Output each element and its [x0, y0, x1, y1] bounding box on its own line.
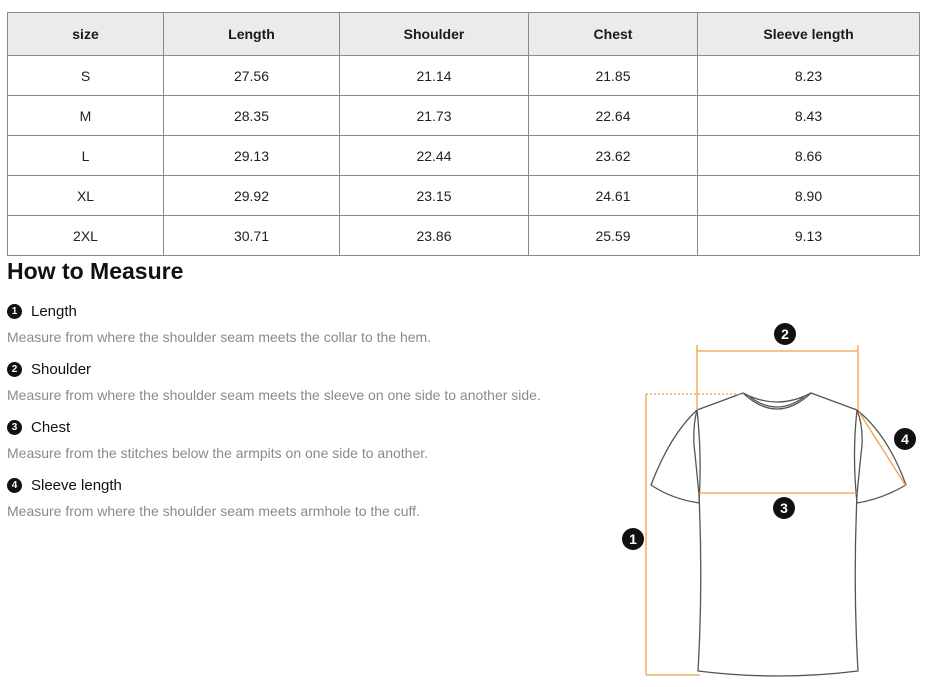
number-badge	[774, 323, 796, 345]
cell-sleeve-length: 8.66	[698, 136, 920, 176]
measure-item-sleeve-length	[7, 474, 607, 532]
cell-sleeve-length: 8.90	[698, 176, 920, 216]
cell-sleeve-length: 9.13	[698, 216, 920, 256]
badge-label: 3	[780, 500, 788, 516]
number-badge	[622, 528, 644, 550]
cell-length: 27.56	[164, 56, 340, 96]
cell-chest: 22.64	[529, 96, 698, 136]
cell-chest: 25.59	[529, 216, 698, 256]
badge-label: 4	[901, 431, 909, 447]
cell-size: M	[8, 96, 164, 136]
number-badge: 2	[7, 362, 22, 377]
how-to-measure-title: How to Measure	[7, 258, 184, 284]
number-badge: 4	[7, 478, 22, 493]
header-length: Length	[164, 13, 340, 56]
badge-label: 1	[629, 531, 637, 547]
cell-size: XL	[8, 176, 164, 216]
cell-size: L	[8, 136, 164, 176]
number-badge	[894, 428, 916, 450]
measure-instructions	[7, 300, 607, 532]
cell-sleeve-length: 8.43	[698, 96, 920, 136]
cell-sleeve-length: 8.23	[698, 56, 920, 96]
measure-description: Measure from where the shoulder seam meets armhole to the cuff.	[7, 503, 420, 519]
header-shoulder: Shoulder	[340, 13, 529, 56]
header-size: size	[8, 13, 164, 56]
tshirt-outline	[651, 393, 906, 676]
number-badge: 1	[7, 304, 22, 319]
measure-description: Measure from where the shoulder seam meets the sleeve on one side to another side.	[7, 387, 541, 403]
cell-length: 28.35	[164, 96, 340, 136]
table-row	[8, 96, 920, 136]
measure-item-chest	[7, 416, 607, 474]
measure-item-length	[7, 300, 607, 358]
number-badge: 3	[7, 420, 22, 435]
measure-description: Measure from where the shoulder seam meets the collar to the hem.	[7, 329, 432, 345]
table-row	[8, 136, 920, 176]
cell-chest: 24.61	[529, 176, 698, 216]
header-sleeve-length: Sleeve length	[698, 13, 920, 56]
cell-length: 29.92	[164, 176, 340, 216]
measure-name: Sleeve length	[31, 476, 122, 494]
tshirt-measurement-diagram	[610, 315, 930, 687]
number-badge	[773, 497, 795, 519]
cell-shoulder: 22.44	[340, 136, 529, 176]
table-row	[8, 56, 920, 96]
header-chest: Chest	[529, 13, 698, 56]
measure-name: Length	[31, 302, 77, 320]
badge-label: 2	[781, 326, 789, 342]
cell-shoulder: 23.86	[340, 216, 529, 256]
cell-shoulder: 21.14	[340, 56, 529, 96]
size-chart-table	[7, 12, 920, 256]
cell-shoulder: 21.73	[340, 96, 529, 136]
cell-size: 2XL	[8, 216, 164, 256]
measure-name: Shoulder	[31, 360, 92, 378]
measure-item-shoulder	[7, 358, 607, 416]
cell-chest: 21.85	[529, 56, 698, 96]
measure-name: Chest	[31, 418, 71, 436]
cell-length: 30.71	[164, 216, 340, 256]
cell-length: 29.13	[164, 136, 340, 176]
measure-description: Measure from the stitches below the armpits on one side to another.	[7, 445, 429, 461]
cell-shoulder: 23.15	[340, 176, 529, 216]
table-header-row	[8, 13, 920, 56]
cell-chest: 23.62	[529, 136, 698, 176]
table-row	[8, 216, 920, 256]
table-row	[8, 176, 920, 216]
cell-size: S	[8, 56, 164, 96]
